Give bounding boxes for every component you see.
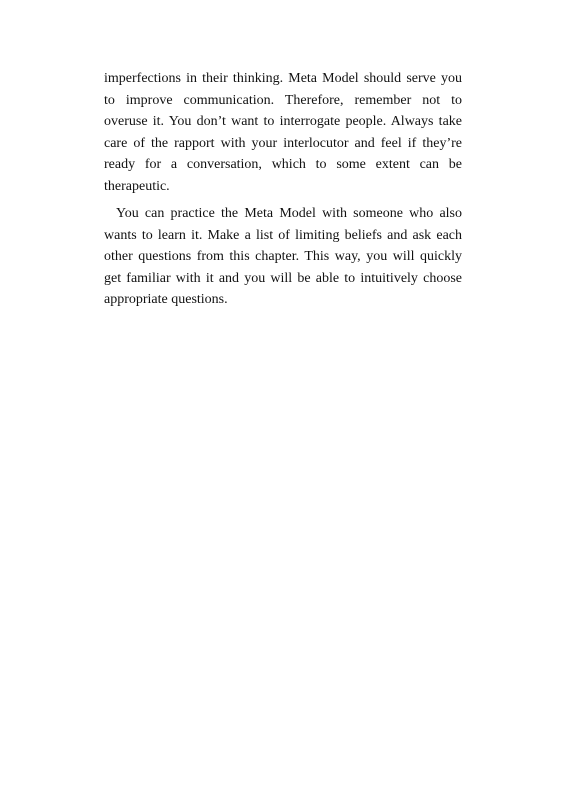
body-text [104, 68, 462, 311]
paragraph-continued: imperfections in their thinking. Meta Model should serve you to improve communication. Therefore, remember not to overuse it. You don’t want to interrogate people. Always take care of the rapport with your interlocutor and feel if they’re ready for a conversation, which to some extent can be therapeutic. [104, 71, 462, 194]
paragraph-practice: You can practice the Meta Model with someone who also wants to learn it. Make a list of limiting beliefs and ask each other questions from this chapter. This way, you will quickly get familiar with it and you will be able to intuitively choose appropriate questions. [104, 206, 462, 307]
